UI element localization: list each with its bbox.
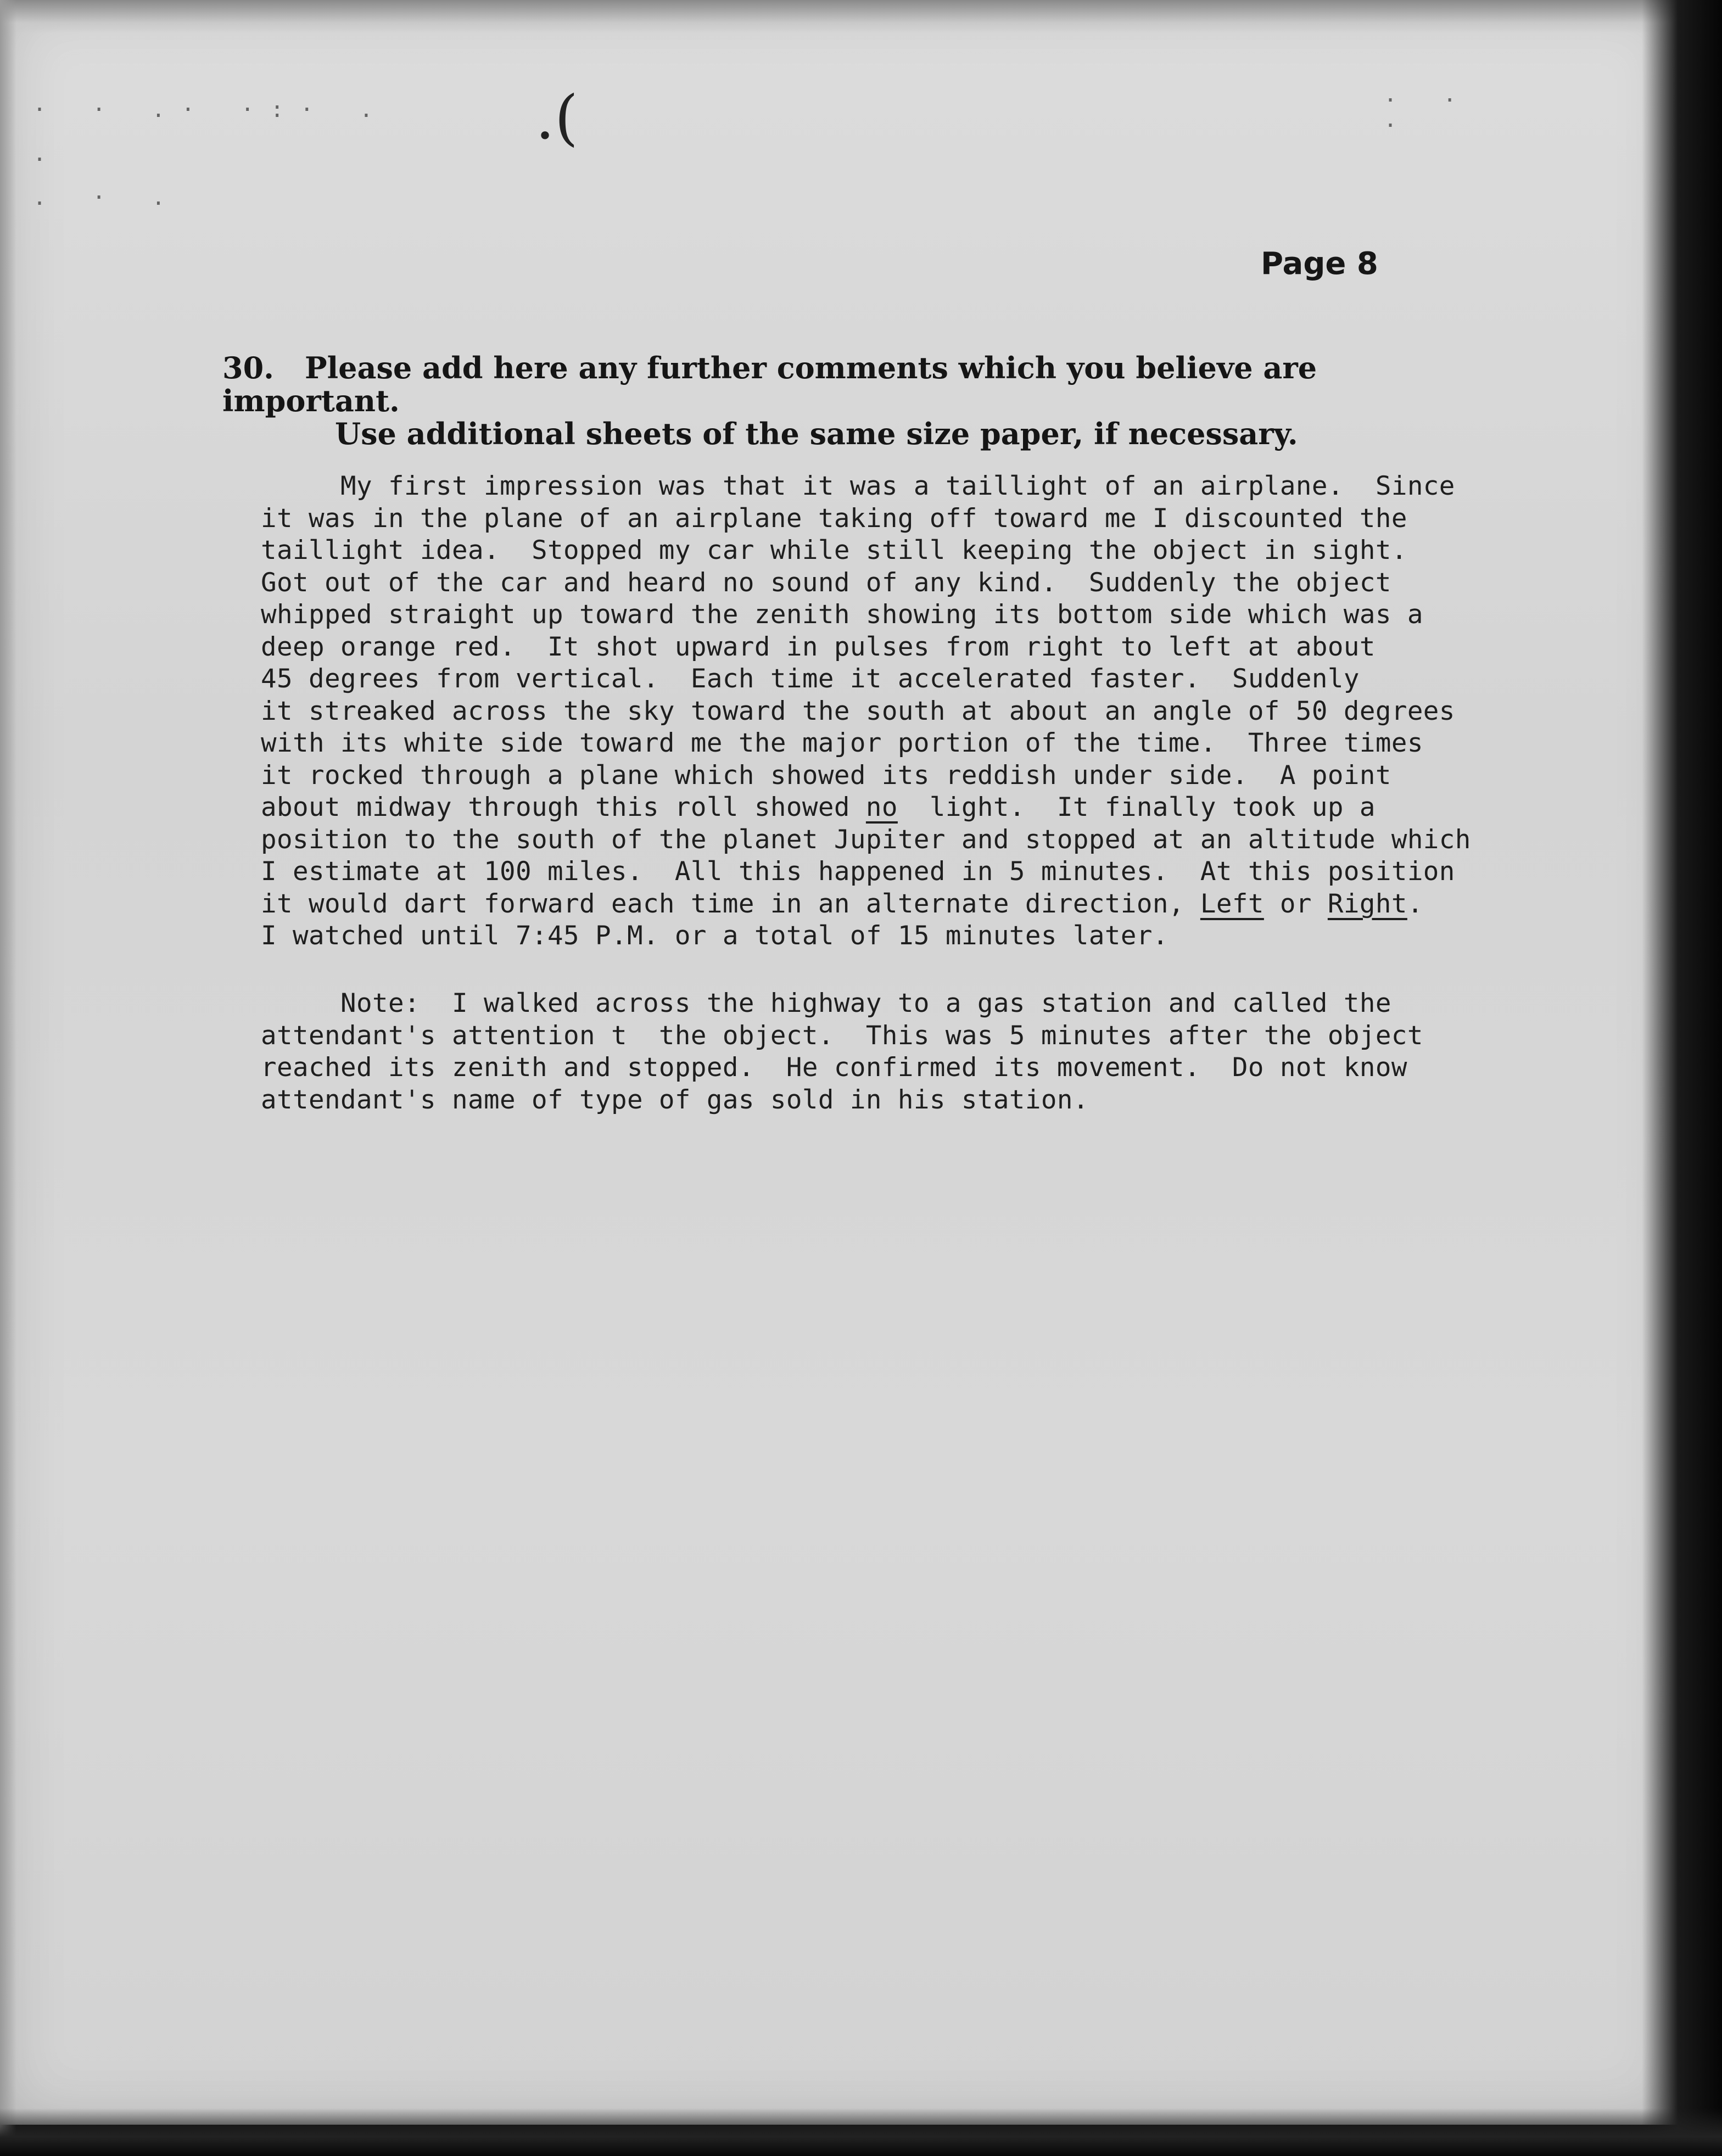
text-line: I watched until 7:45 P.M. or a total of 15 minutes later. [261, 921, 1168, 951]
text-line: attendant's name of type of gas sold in his station. [261, 1084, 1089, 1115]
text-line: it was in the plane of an airplane taking off toward me I discounted the [261, 503, 1407, 534]
text-line: with its white side toward me the major portion of the time. Three times [261, 728, 1423, 758]
text-line: taillight idea. Stopped my car while still keeping the object in sight. [261, 535, 1407, 565]
scan-left-edge [0, 0, 16, 2156]
margin-mark: .( [535, 82, 578, 153]
text-line: reached its zenith and stopped. He confirmed its movement. Do not know [261, 1052, 1407, 1083]
question-30 [222, 351, 1485, 450]
text-line: whipped straight up toward the zenith showing its bottom side which was a [261, 600, 1423, 630]
question-line-1 [222, 351, 1485, 417]
text-segment: . [1407, 888, 1423, 919]
text-segment: or [1263, 888, 1328, 919]
scan-right-edge [1642, 0, 1722, 2156]
page-number: Page 8 [1261, 246, 1378, 282]
scan-specks-right: · · · [1384, 88, 1473, 138]
text-line: it rocked through a plane which showed its reddish under side. A point [261, 760, 1391, 791]
text-line: Got out of the car and heard no sound of any kind. Suddenly the object [261, 567, 1391, 598]
text-line: it streaked across the sky toward the south at about an angle of 50 degrees [261, 696, 1455, 726]
text-line: My first impression was that it was a taillight of an airplane. Since [261, 471, 1455, 501]
question-number: 30. [222, 350, 274, 385]
text-line: attendant's attention t the object. This was 5 minutes after the object [261, 1020, 1423, 1051]
text-segment: light. It finally took up a [897, 792, 1376, 822]
text-line: I estimate at 100 miles. All this happened in 5 minutes. At this position [261, 856, 1455, 887]
text-segment: about midway through this roll showed [261, 792, 866, 822]
scan-specks: · · .· ·:· . . . · . [33, 97, 389, 210]
underlined-word-no: no [865, 792, 898, 822]
underlined-word-left: Left [1200, 888, 1264, 919]
text-line: deep orange red. It shot upward in pulses from right to left at about [261, 631, 1376, 662]
text-line-with-underline [261, 792, 1540, 824]
text-line: position to the south of the planet Jupiter and stopped at an altitude which [261, 824, 1471, 855]
underlined-word-right: Right [1327, 888, 1407, 919]
comments-paragraph [261, 471, 1540, 953]
text-segment: it would dart forward each time in an alternate direction, [261, 888, 1200, 919]
text-line: Note: I walked across the highway to a gas station and called the [261, 988, 1391, 1018]
scan-bottom-edge [0, 2108, 1722, 2156]
question-line-2: Use additional sheets of the same size paper, if necessary. [335, 416, 1298, 451]
text-line-with-underline [261, 888, 1540, 921]
note-paragraph [261, 988, 1540, 1116]
scan-top-edge [0, 0, 1680, 33]
text-line: 45 degrees from vertical. Each time it accelerated faster. Suddenly [261, 664, 1360, 694]
question-text-1: Please add here any further comments which you believe are important. [222, 350, 1317, 418]
